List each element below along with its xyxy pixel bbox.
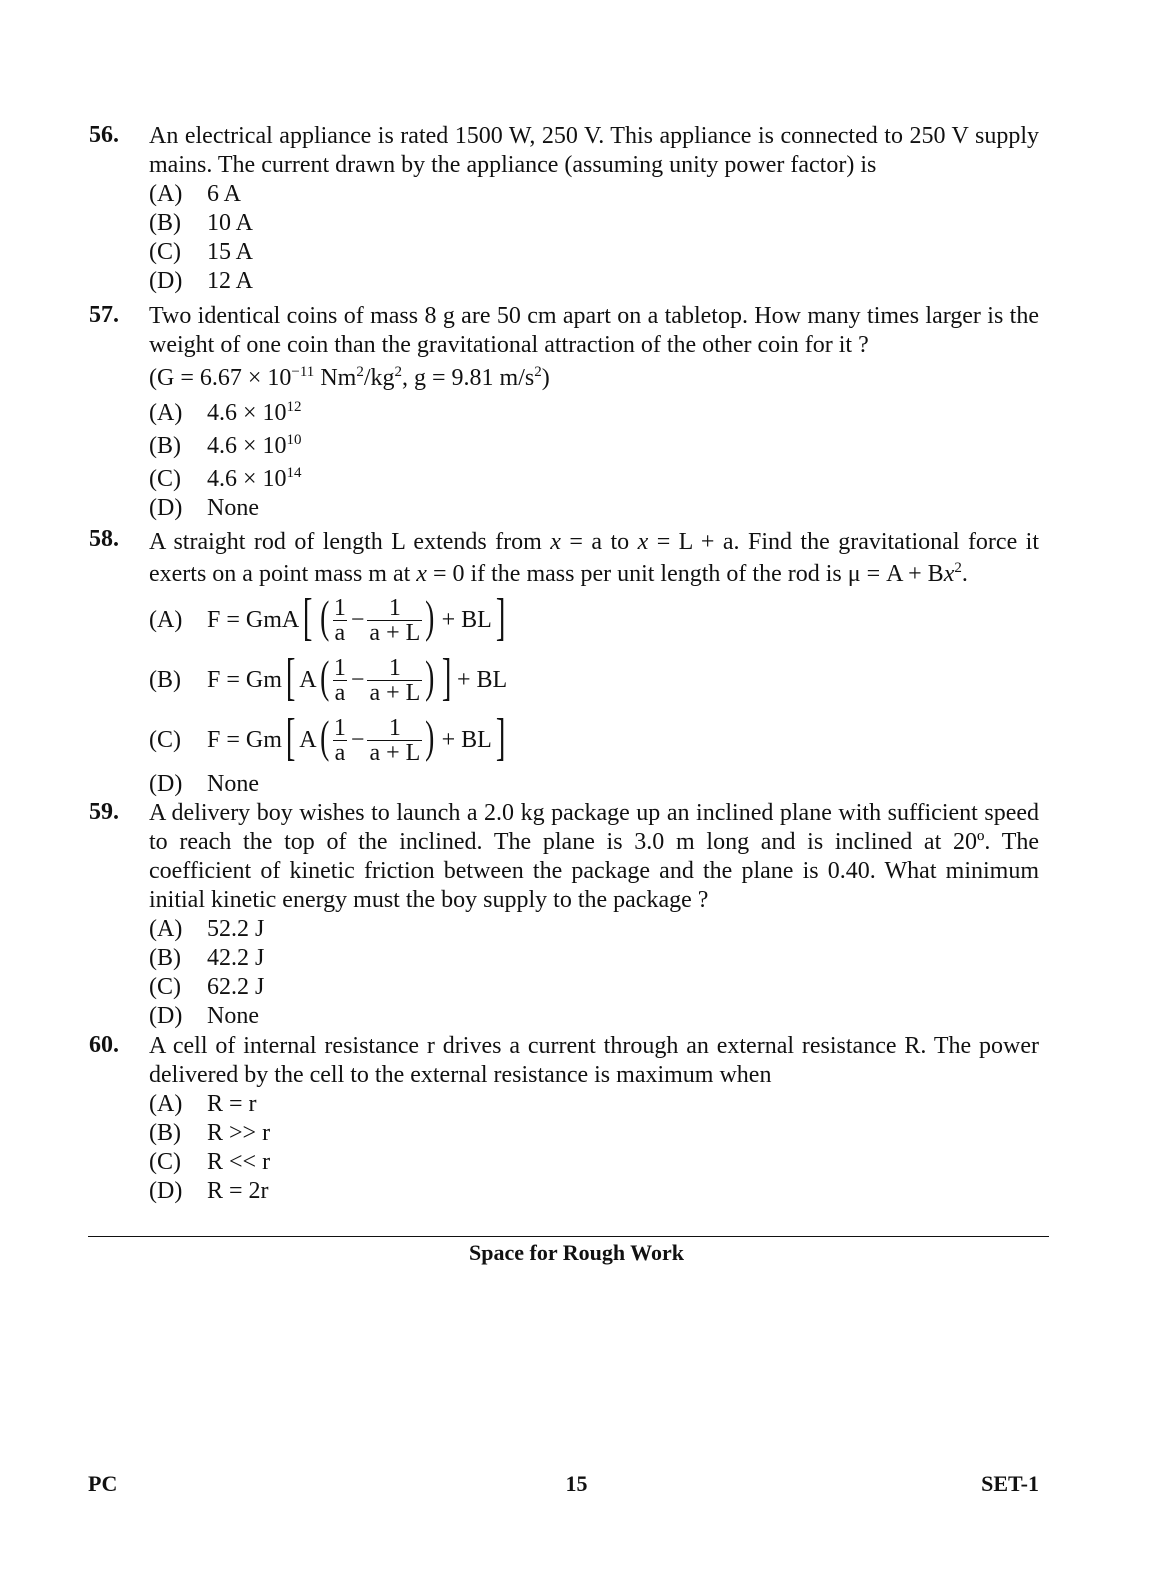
given-constants: ($G = 6.67 \times 10^{-11}$ $Nm^2/kg^2$, g = 9.81 $m/s^2$)	[149, 364, 550, 391]
option-c: (C) F = Gm [ A ( $\frac{1}{a}$ − $\frac{1}{a + L}$ ) + BL ]	[149, 709, 506, 766]
question-text: A cell of internal resistance r drives a current through an external resistance R. The power delivered by the cell to the external resistance is maximum when	[149, 1033, 1039, 1088]
question-59	[89, 799, 1039, 1031]
options-list	[149, 590, 1039, 799]
option-d: (D) R = 2r	[149, 1178, 269, 1204]
option-a: (A) R = r	[149, 1091, 257, 1117]
option-b: (B) $4.6 \times 10^{10}$	[149, 432, 302, 459]
divider-line	[88, 1236, 1049, 1237]
question-58	[89, 526, 1039, 799]
option-d: (D) None	[149, 771, 259, 797]
question-text: An electrical appliance is rated 1500 W, 250 V. This appliance is connected to 250 V supply mains. The current drawn by the appliance (assuming unity power factor) is	[149, 123, 1039, 178]
options-list	[149, 1090, 1039, 1206]
options-list	[149, 180, 1039, 296]
option-c: (C) R << r	[149, 1149, 271, 1175]
footer-right: SET-1	[981, 1471, 1039, 1496]
question-60	[89, 1032, 1039, 1206]
question-56	[89, 122, 1039, 296]
option-b: (B) F = Gm [ A ( $\frac{1}{a}$ − $\frac{1}{a + L}$ ) ] + BL	[149, 649, 508, 706]
options-list	[149, 915, 1039, 1031]
options-list	[149, 395, 1039, 523]
question-text: A delivery boy wishes to launch a 2.0 kg package up an inclined plane with sufficient speed to reach the top of the inclined. The plane is 3.0 m long and is inclined at 20º. The coefficient of kinetic friction between the package and the plane is 0.40. What minimum initial kinetic energy must the boy supply to the package ?	[149, 800, 1039, 913]
question-number: 58.	[89, 526, 119, 552]
question-text: Two identical coins of mass 8 g are 50 cm apart on a tabletop. How many times larger is the weight of one coin than the gravitational attraction of the other coin for it ?	[149, 303, 1039, 358]
question-number: 56.	[89, 122, 119, 148]
option-a: (A) F = GmA [ ( $\frac{1}{a}$ − $\frac{1}{a + L}$ ) + BL ]	[149, 589, 506, 646]
question-text: A straight rod of length L extends from x = a to x = L + a. Find the gravitational force it exerts on a point mass m at x = 0 if the mass per unit length of the rod is $\mu = A + Bx^2$.	[149, 529, 1040, 587]
page-number: 15	[565, 1471, 588, 1496]
option-d: (D) None	[149, 495, 259, 521]
question-number: 60.	[89, 1032, 119, 1058]
option-b: (B) R >> r	[149, 1120, 271, 1146]
question-number: 59.	[89, 799, 119, 825]
option-a: (A) 52.2 J	[149, 916, 265, 942]
question-number: 57.	[89, 302, 119, 328]
option-b: (B) 42.2 J	[149, 945, 265, 971]
question-57	[89, 302, 1039, 523]
option-d: (D) 12 A	[149, 268, 254, 294]
option-a: (A) 6 A	[149, 181, 242, 207]
option-b: (B) 10 A	[149, 210, 254, 236]
footer-left: PC	[88, 1471, 118, 1496]
option-c: (C) 62.2 J	[149, 974, 265, 1000]
option-d: (D) None	[149, 1003, 259, 1029]
option-c: (C) 15 A	[149, 239, 254, 265]
option-a: (A) $4.6 \times 10^{12}$	[149, 399, 302, 426]
rough-work-heading: Space for Rough Work	[469, 1240, 684, 1265]
option-c: (C) $4.6 \times 10^{14}$	[149, 465, 302, 492]
